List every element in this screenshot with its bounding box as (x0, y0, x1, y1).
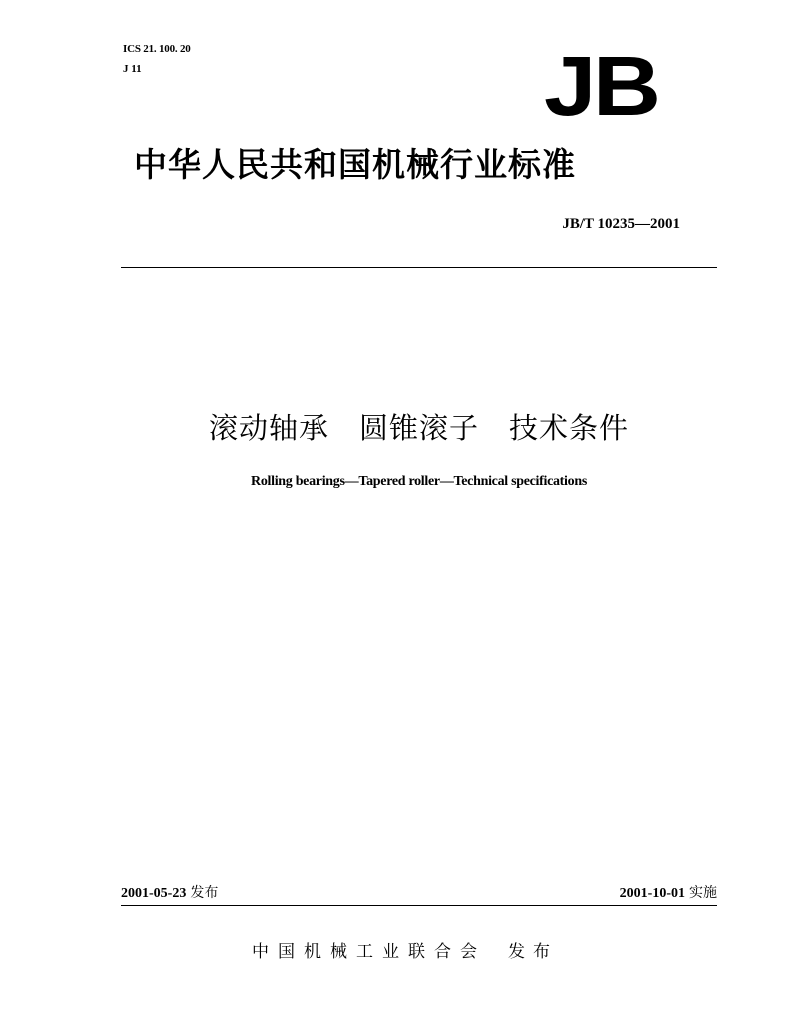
issue-label: 发布 (190, 885, 219, 901)
implementation-date: 2001-10-01 (619, 886, 685, 901)
standard-number: JB/T 10235—2001 (562, 216, 680, 232)
top-divider (121, 267, 717, 268)
chinese-title: 滚动轴承 圆锥滚子 技术条件 (208, 411, 629, 445)
issue-date-block (121, 883, 218, 904)
implementation-label: 实施 (689, 885, 717, 901)
standard-title: 中华人民共和国机械行业标准 (134, 145, 576, 184)
publisher-name: 中国机械工业联合会 (252, 942, 486, 962)
publisher-line (252, 940, 558, 964)
bottom-divider (121, 905, 717, 906)
ics-code: ICS 21. 100. 20 (123, 43, 191, 55)
implementation-date-block (620, 883, 717, 904)
english-title: Rolling bearings—Tapered roller—Technical specifications (251, 474, 587, 489)
jb-logo: JB (544, 39, 658, 133)
publisher-action: 发布 (508, 942, 558, 962)
issue-date: 2001-05-23 (121, 886, 187, 901)
ccs-code: J 11 (123, 63, 142, 75)
